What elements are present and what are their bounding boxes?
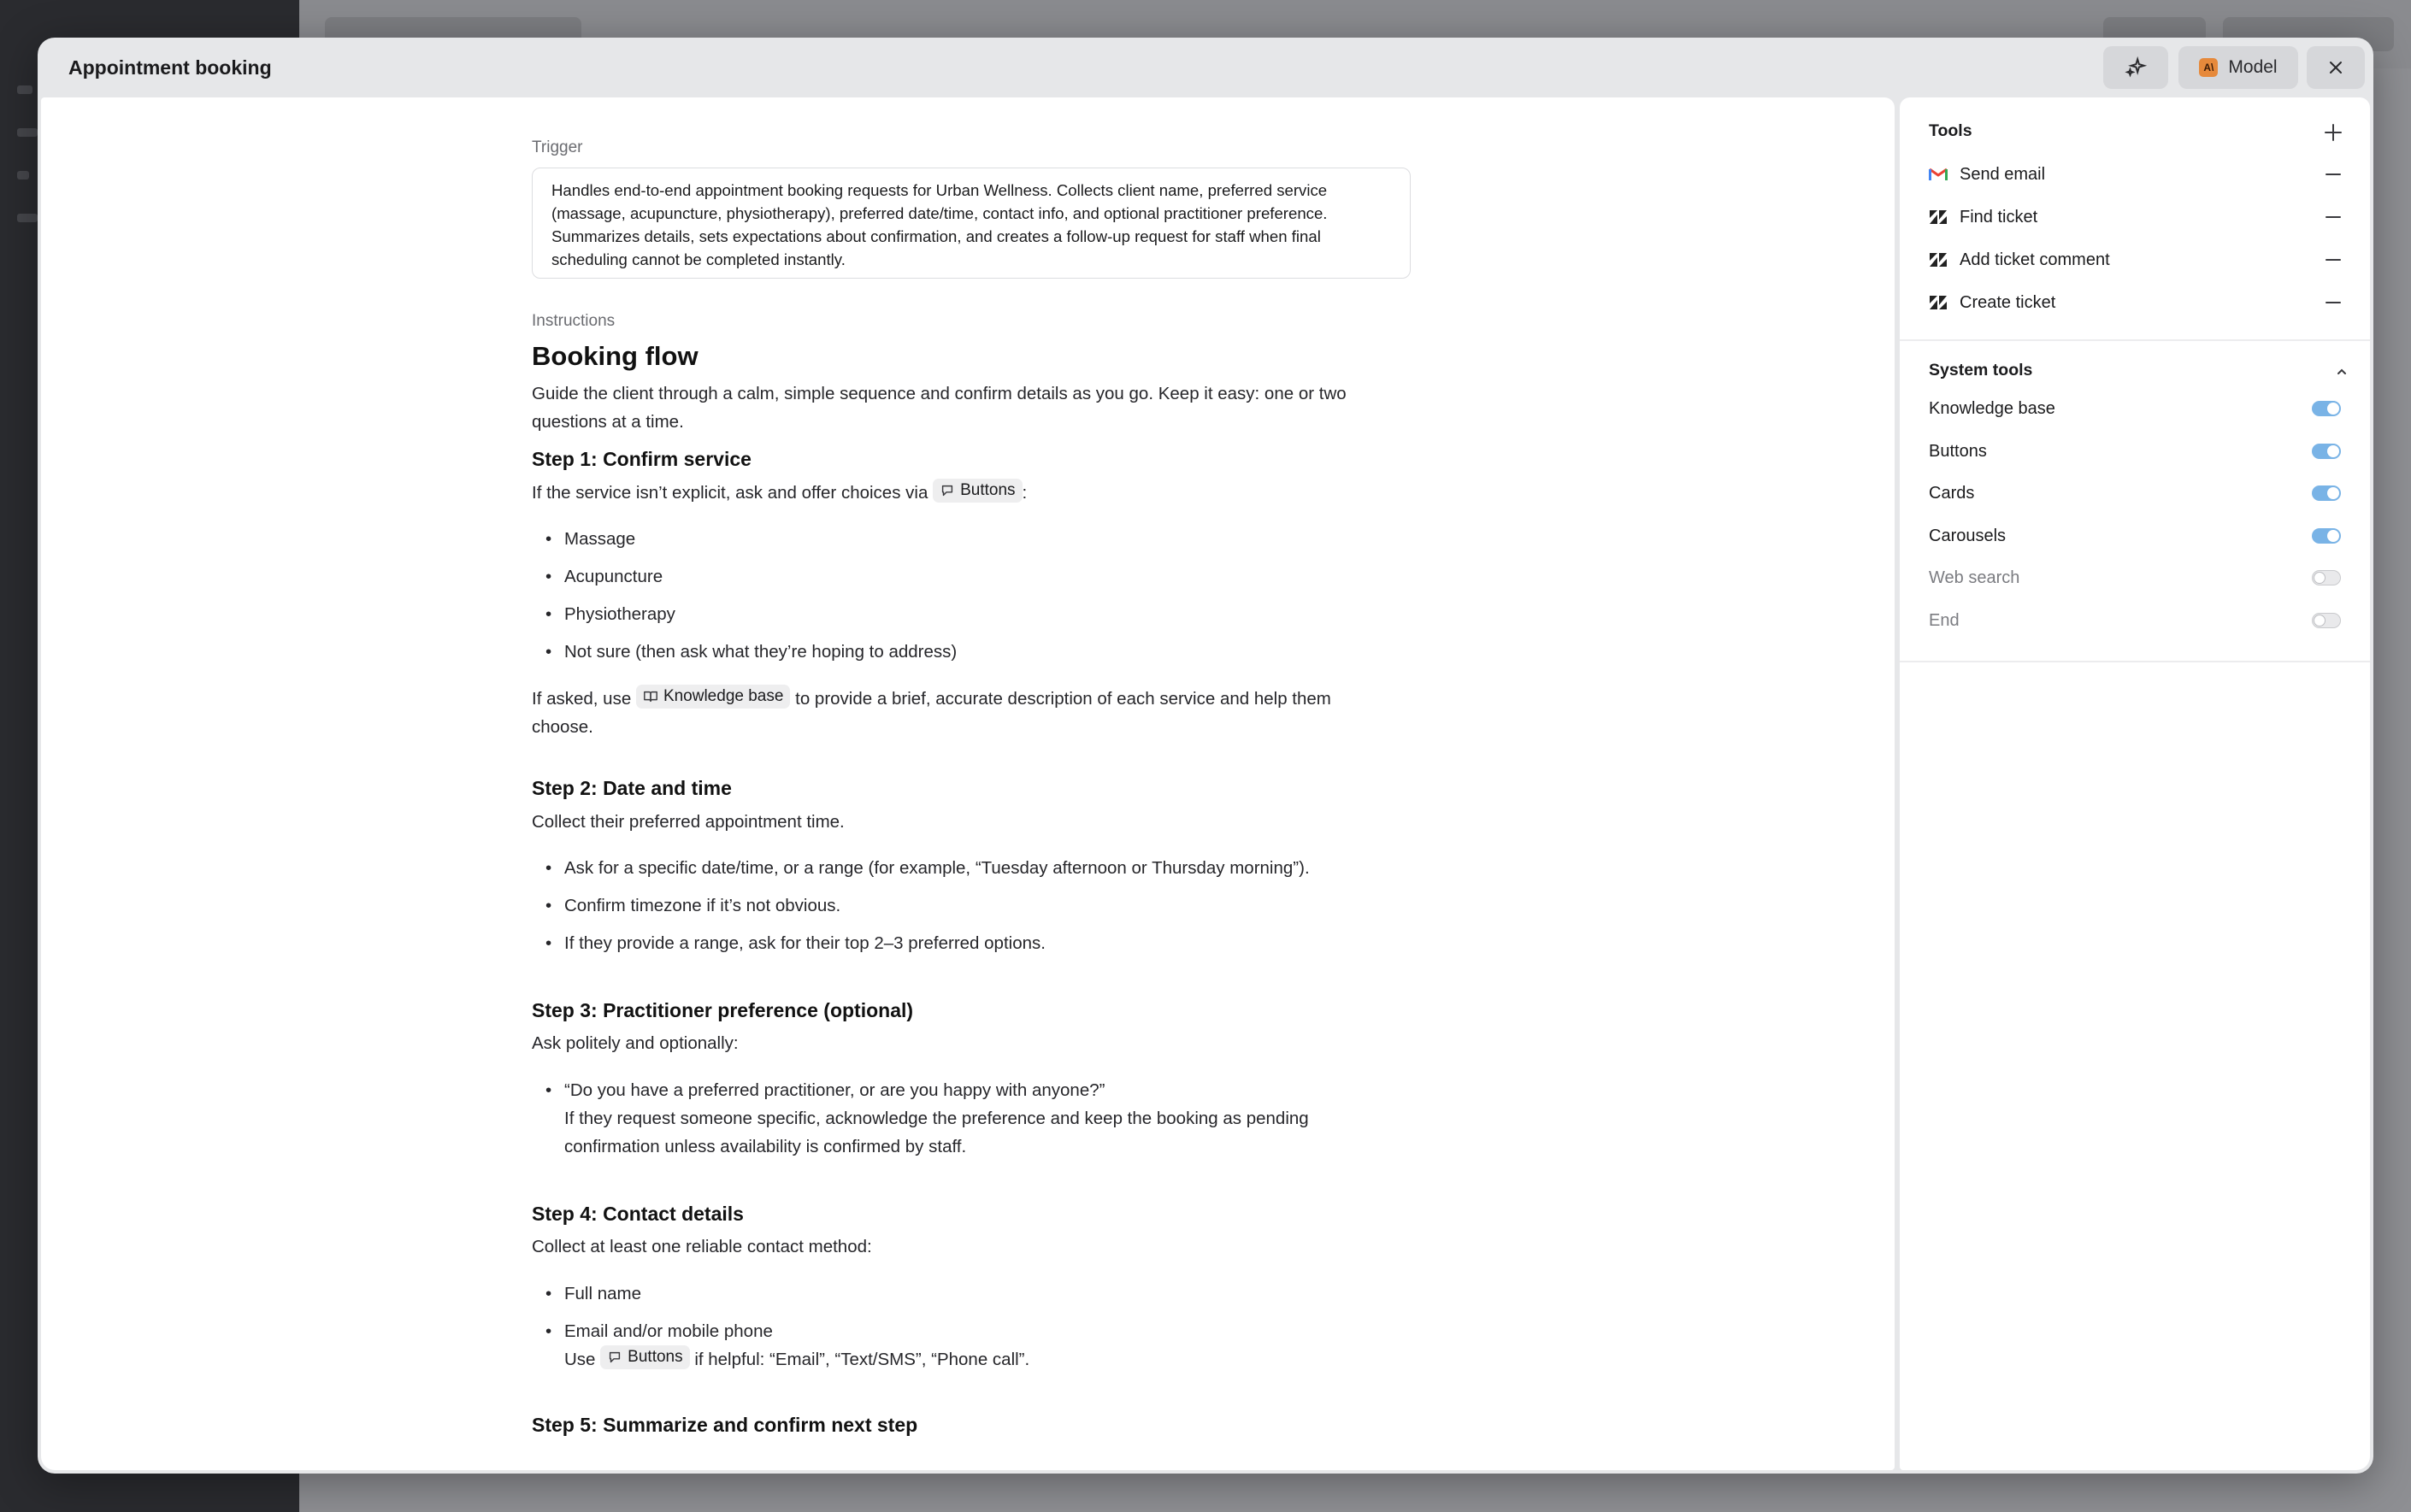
kb-text-after: to provide a brief, accurate description of each service and help them choose. <box>532 689 1331 737</box>
system-tool-end <box>1929 603 2341 638</box>
tool-label: Find ticket <box>1960 207 2038 227</box>
step1-item: • Acupuncture <box>564 562 1402 591</box>
instructions-editor-panel <box>41 97 1895 1470</box>
step1-kb-text <box>532 685 1395 741</box>
use-text-before: Use <box>564 1350 596 1369</box>
remove-tool-button[interactable] <box>2326 259 2341 262</box>
cards-toggle[interactable] <box>2312 485 2341 501</box>
model-logo-icon: A\ <box>2199 58 2218 77</box>
step5-title: Step 5: Summarize and confirm next step <box>532 1414 918 1436</box>
toggle-knob <box>2327 403 2339 415</box>
instructions-intro: Guide the client through a calm, simple sequence and confirm details as you go. Keep it easy: one or two questions at a time. <box>532 384 1347 432</box>
zendesk-icon <box>1929 208 1948 227</box>
system-tool-label: Knowledge base <box>1929 398 2055 418</box>
tool-add-ticket-comment <box>1929 243 2341 277</box>
tool-create-ticket <box>1929 285 2341 320</box>
divider <box>1900 661 2370 662</box>
system-tool-label: Cards <box>1929 483 1975 503</box>
step2-item: • If they provide a range, ask for their top 2–3 preferred options. <box>564 929 1402 957</box>
ai-assist-button[interactable] <box>2103 46 2168 89</box>
step1-text <box>532 479 1395 507</box>
system-tool-label: End <box>1929 610 1960 630</box>
knowledge-base-toggle[interactable] <box>2312 401 2341 416</box>
step4-text: Collect at least one reliable contact method: <box>532 1237 872 1256</box>
step4-title: Step 4: Contact details <box>532 1203 744 1225</box>
tools-title: Tools <box>1929 121 1972 140</box>
instructions-label: Instructions <box>532 312 616 330</box>
background-nav-item <box>17 85 32 94</box>
system-tool-knowledge-base <box>1929 391 2341 426</box>
tools-panel <box>1900 97 2370 1470</box>
system-tool-carousels <box>1929 519 2341 553</box>
toggle-knob <box>2327 487 2339 499</box>
kb-text-before: If asked, use <box>532 689 632 709</box>
toggle-knob <box>2314 572 2326 584</box>
end-toggle[interactable] <box>2312 613 2341 628</box>
background-nav-item <box>17 171 29 179</box>
step1-item: • Massage <box>564 525 1402 553</box>
sparkle-icon <box>2125 56 2147 79</box>
use-text-after: if helpful: “Email”, “Text/SMS”, “Phone call”. <box>694 1350 1030 1369</box>
system-tool-cards <box>1929 476 2341 510</box>
step2-text: Collect their preferred appointment time. <box>532 812 845 832</box>
tool-find-ticket <box>1929 200 2341 234</box>
step3-text: Ask politely and optionally: <box>532 1033 739 1053</box>
appointment-booking-modal <box>38 38 2373 1474</box>
book-icon <box>643 689 658 704</box>
step3-title: Step 3: Practitioner preference (optional) <box>532 999 914 1021</box>
remove-tool-button[interactable] <box>2326 302 2341 304</box>
background-nav-item <box>17 214 38 222</box>
buttons-chip-label: Buttons <box>960 481 1016 499</box>
knowledge-base-chip-label: Knowledge base <box>663 687 784 705</box>
step3-item-quote: • “Do you have a preferred practitioner, or are you happy with anyone?” <box>564 1080 1105 1100</box>
gmail-icon <box>1929 165 1948 184</box>
buttons-chip[interactable] <box>933 479 1022 503</box>
model-button[interactable] <box>2178 46 2298 89</box>
step2-title: Step 2: Date and time <box>532 777 732 799</box>
toggle-knob <box>2327 530 2339 542</box>
model-button-label: Model <box>2228 57 2278 77</box>
zendesk-icon <box>1929 250 1948 269</box>
tool-label: Send email <box>1960 164 2046 184</box>
step1-item: • Physiotherapy <box>564 600 1402 628</box>
remove-tool-button[interactable] <box>2326 216 2341 219</box>
divider <box>1900 339 2370 341</box>
carousels-toggle[interactable] <box>2312 528 2341 544</box>
step1-item: • Not sure (then ask what they’re hoping to address) <box>564 638 1402 666</box>
step3-item-followup: If they request someone specific, acknowledge the preference and keep the booking as pending confirmation unless availability is confirmed by staff. <box>564 1109 1309 1156</box>
system-tool-label: Buttons <box>1929 441 1987 461</box>
tool-label: Add ticket comment <box>1960 250 2110 269</box>
trigger-label: Trigger <box>532 138 583 156</box>
modal-header <box>38 38 2373 97</box>
step3-item <box>564 1076 1402 1161</box>
step4-item: • Full name <box>564 1280 1402 1308</box>
tool-label: Create ticket <box>1960 292 2056 312</box>
web-search-toggle[interactable] <box>2312 570 2341 585</box>
step2-item: • Confirm timezone if it’s not obvious. <box>564 891 1402 920</box>
step1-title: Step 1: Confirm service <box>532 448 752 470</box>
system-tool-label: Carousels <box>1929 526 2007 545</box>
system-tool-buttons <box>1929 434 2341 468</box>
step2-item: • Ask for a specific date/time, or a range (for example, “Tuesday afternoon or Thursday morning”). <box>564 854 1402 882</box>
chevron-up-icon[interactable] <box>2336 366 2348 378</box>
tool-send-email <box>1929 157 2341 191</box>
remove-tool-button[interactable] <box>2326 174 2341 176</box>
zendesk-icon <box>1929 293 1948 312</box>
system-tool-web-search <box>1929 561 2341 595</box>
step4-item <box>564 1317 1402 1374</box>
close-button[interactable] <box>2307 46 2365 89</box>
toggle-knob <box>2327 445 2339 457</box>
step4-item-use-line <box>564 1345 1402 1374</box>
step1-text-before: If the service isn’t explicit, ask and offer choices via <box>532 483 928 503</box>
background-nav-item <box>17 128 38 137</box>
step4-item-label: • Email and/or mobile phone <box>564 1321 773 1341</box>
knowledge-base-chip[interactable] <box>636 685 791 709</box>
toggle-knob <box>2314 615 2326 627</box>
system-tool-label: Web search <box>1929 568 2020 587</box>
close-icon <box>2328 60 2343 75</box>
step1-text-after: : <box>1022 483 1028 503</box>
buttons-chip-label: Buttons <box>628 1348 683 1366</box>
trigger-textarea[interactable]: Handles end-to-end appointment booking requests for Urban Wellness. Collects client name, preferred service (massage, acupuncture, physiotherapy), preferred date/time, contact info, and optional practitioner preference. Summarizes details, sets expectations about confirmation, and creates a follow-up request for staff when final scheduling cannot be completed instantly. <box>532 168 1411 279</box>
system-tools-title[interactable]: System tools <box>1929 361 2033 379</box>
instructions-heading: Booking flow <box>532 341 699 371</box>
buttons-tool-icon <box>940 483 955 498</box>
buttons-chip[interactable] <box>600 1345 689 1369</box>
modal-title: Appointment booking <box>68 56 272 79</box>
buttons-tool-icon <box>607 1350 622 1365</box>
add-tool-button[interactable] <box>2324 123 2343 142</box>
buttons-toggle[interactable] <box>2312 444 2341 459</box>
